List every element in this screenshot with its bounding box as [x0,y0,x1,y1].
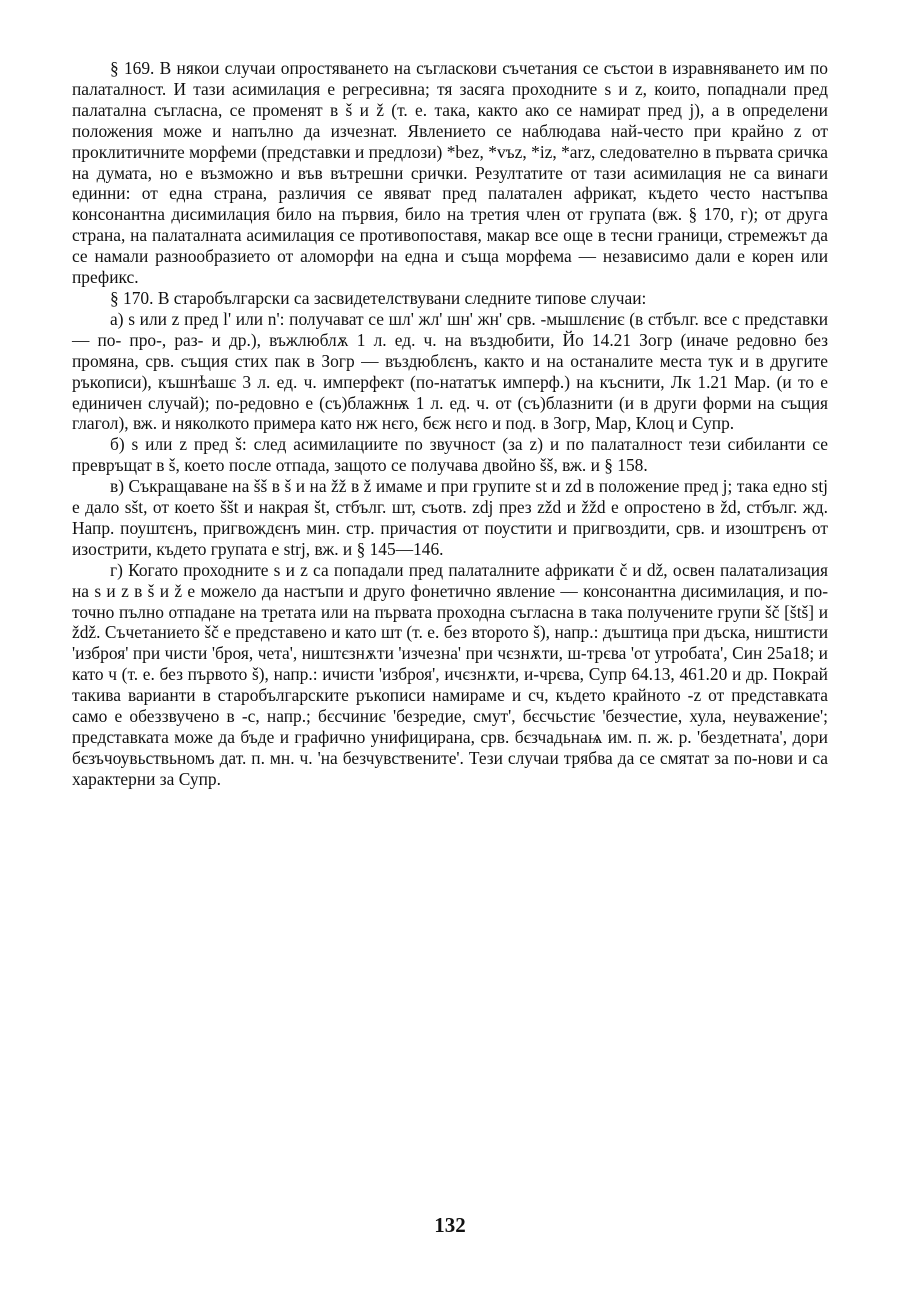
paragraph-170-g: г) Когато проходните s и z са попадали пред палаталните африкати č и dž, освен палатализация на s и z в š и ž е можело да настъпи и друго фонетично явление — консонантна дисимилация, и по-точно пълно отпадане на третата или на първата проходна съгласна в така получените групи šč [štš] и ždž. Съчетанието šč е представено и като шт (т. е. без второто š), напр.: дъштица при дъска, ништисти 'изброя' при чисти 'броя, чета', ништєзнѫти 'изчезна' при чєзнѫти, ш-трєва 'от утробата', Син 25а18; и като ч (т. е. без първото š), напр.: ичисти 'изброя', ичєзнѫти, и-чрєва, Супр 64.13, 461.20 и др. Покрай такива варианти в старобългарските ръкописи намираме и сч, където крайното -z от представката само е обеззвучено в -с, напр.; бєсчиниє 'безредие, смут', бєсчьстиє 'безчестие, хула, неуважение'; представката може да бъде и графично унифицирана, срв. бєзчадьнаѩ им. п. ж. р. 'бездетната', дори бєзъчоувьствьномъ дат. п. мн. ч. 'на безчувствените'. Тези случаи трябва да се смятат за по-нови и са характерни за Супр. [72,559,828,789]
paragraph-170: § 170. В старобългарски са засвидетелствувани следните типове случаи: [110,287,647,308]
paragraph-169: § 169. В някои случаи опростяването на съгласкови съчетания се състои в изравняването им по палаталност. И тази асимилация е регресивна; тя засяга проходните s и z, които, попаднали пред палатална съгласна, се променят в š и ž (т. е. така, както ако се намират пред j), а в определени положения може и напълно да изчезнат. Явлението се наблюдава най-често при крайно z от проклитичните морфеми (представки и предлози) *bez, *vъz, *iz, *arz, следователно в първата сричка на думата, но е възможно и във вътрешни срички. Резултатите от тази асимилация не са винаги единни: от една страна, различия се явяват пред палатален африкат, където често настъпва консонантна дисимилация било на първия, било на третия член от групата (вж. § 170, г); от друга страна, на палаталната асимилация се противопоставя, макар все още в тесни граници, стремежът да се намали разнообразието от аломорфи на една и съща морфема — независимо дали е корен или префикс. [72,58,828,288]
paragraph-170-a: а) s или z пред l' или n': получават се шл' жл' шн' жн' срв. -мышлєниє (в стбълг. все с представки — по- про-, раз- и др.), въжлюблѫ 1 л. ед. ч. на въздюбити, Йо 14.21 Зогр (иначе редовно без промяна, срв. същия стих пак в Зогр — въздюблєнъ, както и на останалите места тук и в другите ръкописи), къшнѣашє 3 л. ед. ч. имперфект (по-нататък имперф.) на къснити, Лк 1.21 Мар. (и то е единичен случай); по-редовно е (съ)блажнѭ 1 л. ед. ч. от (съ)блазнити (и в други форми на същия глагол), вж. и няколкото примера като нж нєго, бєж нєго и под. в Зогр, Мар, Клоц и Супр. [72,308,828,434]
page-number: 132 [434,1213,466,1237]
page-body [72,58,828,790]
paragraph-170-b: б) s или z пред š: след асимилациите по звучност (за z) и по палаталност тези сибиланти се превръщат в š, което после отпада, защото се получава двойно šš, вж. и § 158. [72,434,828,476]
paragraph-170-v: в) Съкращаване на šš в š и на žž в ž имаме и при групите st и zd в положение пред j; така едно stj е дало sšt, от което ššt и накрая št, стбълг. шт, съотв. zdj през zžd и žžd е опростено в žd, стбълг. жд. Напр. поуштєнъ, пригвождєнъ мин. стр. причастия от поустити и пригвоздити, срв. и изоштрєнъ от изострити, където групата е strj, вж. и § 145—146. [72,476,828,559]
